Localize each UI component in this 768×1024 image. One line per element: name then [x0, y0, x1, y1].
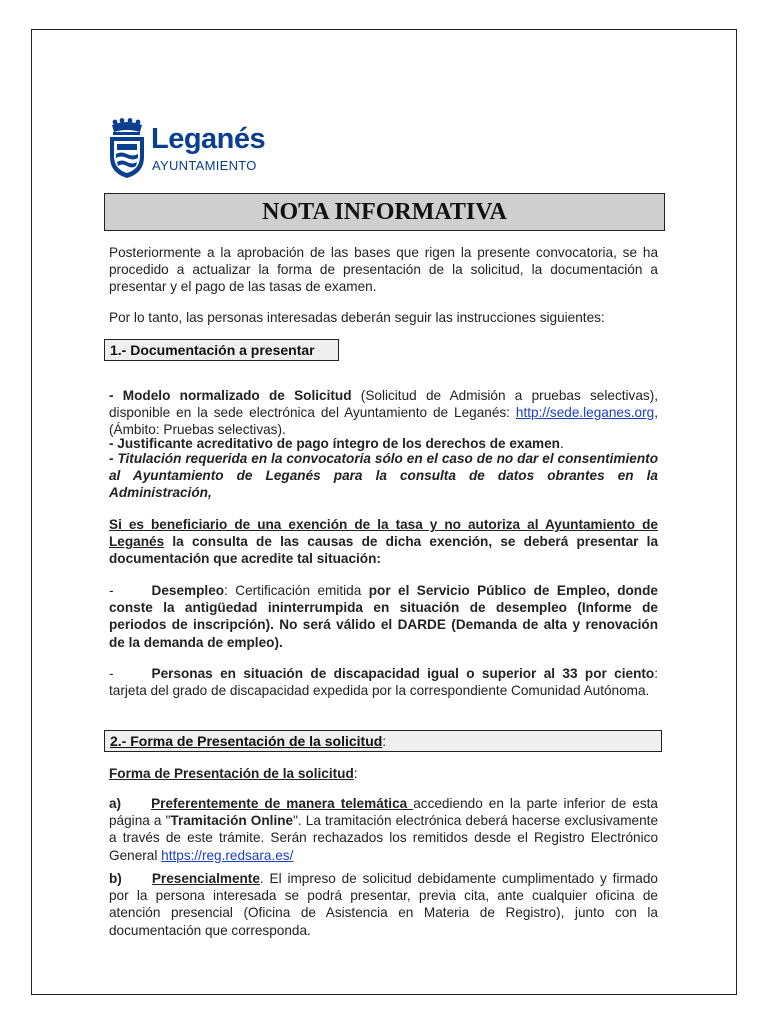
section-1-heading	[104, 339, 339, 361]
disc-text: : tarjeta del grado de discapacidad expedida por la correspondiente Comunidad Autónoma.	[109, 666, 658, 699]
section-2-heading-text: 2.- Forma de Presentación de la solicitud	[110, 733, 383, 749]
section-2-heading-tail: :	[382, 733, 387, 749]
desempleo-bold: por el Servicio Público de Empleo, donde conste la antigüedad ininterrumpida en situación de desempleo (Informe de periodos de inscripción). No será válido el DARDE (Demanda de alta y renovación de la demanda de empleo).	[109, 583, 658, 650]
presentation-subheading-text: Forma de Presentación de la solicitud	[109, 766, 354, 781]
section-2-heading	[104, 730, 662, 752]
desempleo-text: : Certificación emitida	[224, 583, 369, 598]
solicitud-tail: , (Ámbito: Pruebas selectivas).	[109, 405, 658, 438]
leganes-logo	[109, 117, 269, 179]
intro-paragraph-2: Por lo tanto, las personas interesadas deberán seguir las instrucciones siguientes:	[109, 310, 605, 325]
option-a-text2: ". La tramitación electrónica deberá hacerse exclusivamente a través de este trámite. Serán rechazados los remitidos desde el Registro Electrónico General	[109, 813, 659, 863]
doc-item-solicitud	[109, 387, 658, 439]
justificante-tail: .	[559, 436, 564, 451]
sede-link[interactable]: http://sede.leganes.org	[515, 405, 655, 421]
logo-name: Leganés	[151, 123, 266, 155]
option-a-bold2: Tramitación Online	[170, 813, 294, 829]
option-b-paragraph	[109, 870, 658, 939]
desempleo-label: Desempleo	[151, 583, 225, 598]
intro-paragraph-1: Posteriormente a la aprobación de las bases que rigen la presente convocatoria, se ha procedido a actualizar la forma de presentación de la solicitud, la documentación a presentar y el pago de las tasas de examen.	[109, 245, 658, 295]
option-a-text1: accediendo en la parte inferior de esta página a "	[109, 796, 658, 829]
option-a-bold: Preferentemente de manera telemática	[151, 796, 414, 811]
doc-item-titulacion: - Titulación requerida en la convocatoria sólo en el caso de no dar el consentimiento al Ayuntamiento de Leganés para la consulta de datos obrantes en la Administración,	[109, 451, 658, 501]
option-b-text: . El impreso de solicitud debidamente cumplimentado y firmado por la persona interesada se podrá presentar, previa cita, ante cualquier oficina de atención presencial (Oficina de Asistencia en Materia de Registro), junto con la documentación que corresponda.	[109, 871, 658, 938]
section-1-heading-text: 1.- Documentación a presentar	[110, 342, 315, 358]
option-a-paragraph	[109, 795, 658, 864]
document-title: NOTA INFORMATIVA	[104, 193, 665, 231]
desempleo-dash: -	[109, 583, 114, 598]
coat-of-arms-icon	[109, 117, 145, 179]
discapacidad-paragraph	[109, 665, 658, 699]
exemption-underlined: Si es beneficiario de una exención de la tasa y no autoriza al Ayuntamiento de Leganés	[109, 517, 658, 550]
exemption-paragraph	[109, 516, 658, 568]
presentation-subheading	[109, 765, 658, 782]
option-a-label: a)	[109, 796, 122, 811]
option-b-label: b)	[109, 871, 122, 886]
solicitud-text: (Solicitud de Admisión a pruebas selectivas), disponible en la sede electrónica del Ayuntamiento de Leganés:	[109, 388, 658, 421]
presentation-subheading-tail: :	[353, 766, 358, 781]
option-b-bold: Presencialmente	[151, 871, 260, 886]
desempleo-paragraph	[109, 582, 658, 651]
exemption-rest: la consulta de las causas de dicha exención, se deberá presentar la documentación que acredite tal situación:	[109, 534, 658, 567]
redsara-link[interactable]: https://reg.redsara.es/	[161, 847, 294, 863]
justificante-text: - Justificante acreditativo de pago íntegro de los derechos de examen	[109, 436, 560, 451]
disc-bold: Personas en situación de discapacidad igual o superior al 33 por ciento	[151, 666, 655, 681]
disc-dash: -	[109, 666, 114, 681]
logo-subtitle: AYUNTAMIENTO	[152, 158, 257, 173]
solicitud-label: - Modelo normalizado de Solicitud	[109, 388, 352, 403]
